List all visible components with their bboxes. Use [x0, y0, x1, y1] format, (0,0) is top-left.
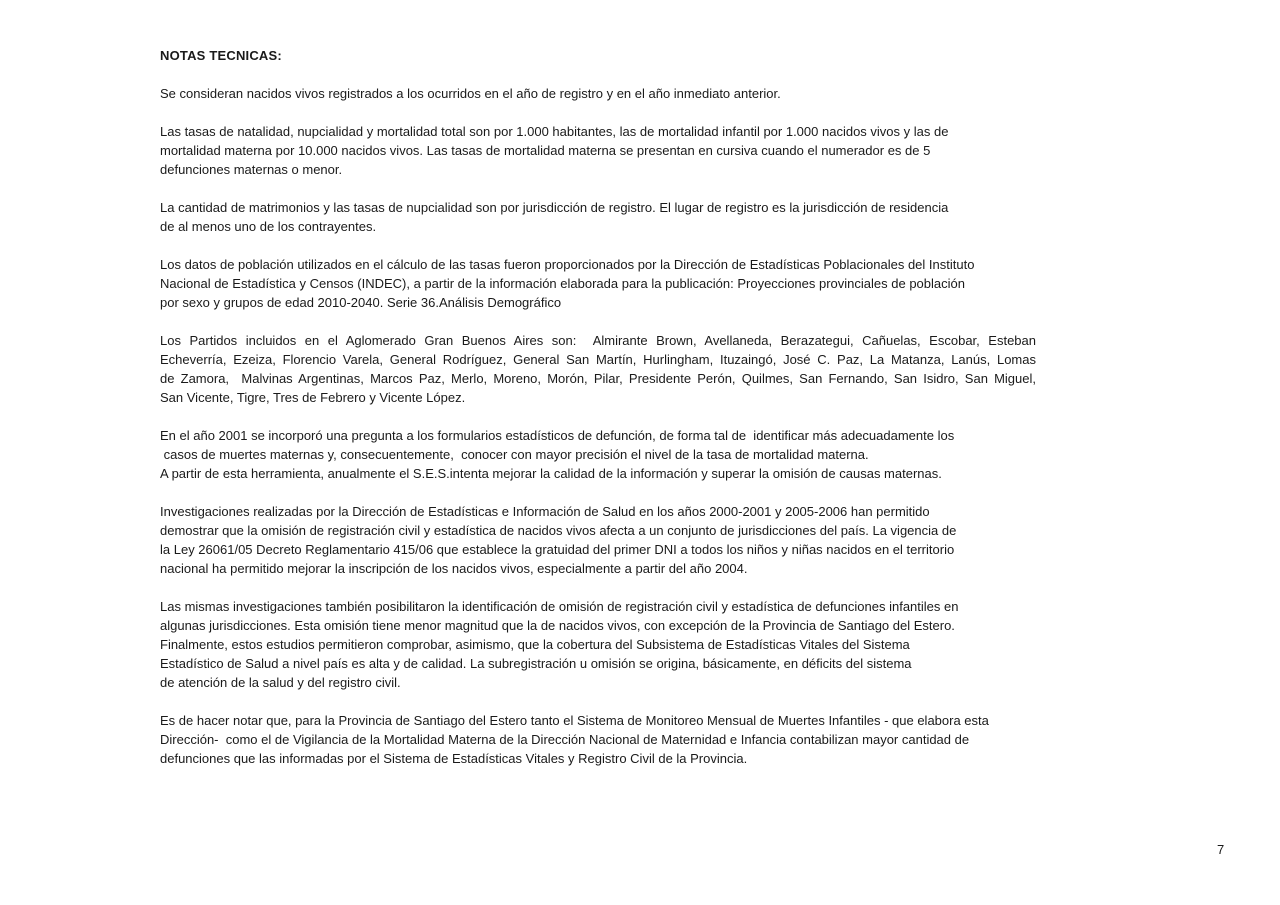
paragraph-line: de atención de la salud y del registro civil.	[160, 675, 401, 690]
page-title: NOTAS TECNICAS:	[160, 48, 282, 63]
paragraph-line: Nacional de Estadística y Censos (INDEC), a partir de la información elaborada para la publicación: Proyecciones provinciales de población	[160, 276, 965, 291]
paragraph-line: Finalmente, estos estudios permitieron comprobar, asimismo, que la cobertura del Subsistema de Estadísticas Vitales del Sistema	[160, 637, 910, 652]
paragraph	[160, 502, 1036, 578]
paragraph-line: Los Partidos incluidos en el Aglomerado Gran Buenos Aires son: Almirante Brown, Avellaneda, Berazategui, Cañuelas, Escobar, Esteban	[160, 333, 1036, 348]
paragraph-line: San Vicente, Tigre, Tres de Febrero y Vicente López.	[160, 390, 466, 405]
document-content	[160, 46, 1036, 768]
paragraph-line: En el año 2001 se incorporó una pregunta a los formularios estadísticos de defunción, de forma tal de identificar más adecuadamente los	[160, 428, 955, 443]
paragraph-line: A partir de esta herramienta, anualmente el S.E.S.intenta mejorar la calidad de la información y superar la omisión de causas maternas.	[160, 466, 942, 481]
paragraph-line: Es de hacer notar que, para la Provincia de Santiago del Estero tanto el Sistema de Monitoreo Mensual de Muertes Infantiles - que elabora esta	[160, 713, 989, 728]
paragraph-line: Echeverría, Ezeiza, Florencio Varela, General Rodríguez, General San Martín, Hurlingham, Ituzaingó, José C. Paz, La Matanza, Lanús, Lomas	[160, 352, 1036, 367]
paragraph-line: casos de muertes maternas y, consecuentemente, conocer con mayor precisión el nivel de la tasa de mortalidad materna.	[160, 447, 869, 462]
paragraph	[160, 255, 1036, 312]
paragraph-line: defunciones que las informadas por el Sistema de Estadísticas Vitales y Registro Civil de la Provincia.	[160, 751, 748, 766]
page-number: 7	[1217, 842, 1225, 857]
paragraph	[160, 122, 1036, 179]
paragraph-line: La cantidad de matrimonios y las tasas de nupcialidad son por jurisdicción de registro. El lugar de registro es la jurisdicción de residencia	[160, 200, 949, 215]
paragraph-line: Se consideran nacidos vivos registrados a los ocurridos en el año de registro y en el año inmediato anterior.	[160, 86, 781, 101]
paragraph	[160, 426, 1036, 483]
paragraph-line: Estadístico de Salud a nivel país es alta y de calidad. La subregistración u omisión se origina, básicamente, en déficits del sistema	[160, 656, 912, 671]
paragraph-line: Dirección- como el de Vigilancia de la Mortalidad Materna de la Dirección Nacional de Maternidad e Infancia contabilizan mayor cantidad de	[160, 732, 970, 747]
paragraph	[160, 711, 1036, 768]
document-body	[160, 84, 1036, 768]
paragraph-line: nacional ha permitido mejorar la inscripción de los nacidos vivos, especialmente a partir del año 2004.	[160, 561, 748, 576]
paragraph	[160, 198, 1036, 236]
paragraph-line: la Ley 26061/05 Decreto Reglamentario 415/06 que establece la gratuidad del primer DNI a todos los niños y niñas nacidos en el territorio	[160, 542, 955, 557]
paragraph-line: mortalidad materna por 10.000 nacidos vivos. Las tasas de mortalidad materna se presentan en cursiva cuando el numerador es de 5	[160, 143, 931, 158]
paragraph-line: Las tasas de natalidad, nupcialidad y mortalidad total son por 1.000 habitantes, las de mortalidad infantil por 1.000 nacidos vivos y las de	[160, 124, 949, 139]
paragraph-line: Las mismas investigaciones también posibilitaron la identificación de omisión de registración civil y estadística de defunciones infantiles en	[160, 599, 959, 614]
paragraph-line: demostrar que la omisión de registración civil y estadística de nacidos vivos afecta a un conjunto de jurisdicciones del país. La vigencia de	[160, 523, 957, 538]
paragraph-line: algunas jurisdicciones. Esta omisión tiene menor magnitud que la de nacidos vivos, con excepción de la Provincia de Santiago del Estero.	[160, 618, 955, 633]
paragraph-line: de Zamora, Malvinas Argentinas, Marcos Paz, Merlo, Moreno, Morón, Pilar, Presidente Perón, Quilmes, San Fernando, San Isidro, San Miguel,	[160, 371, 1036, 386]
paragraph-line: por sexo y grupos de edad 2010-2040. Serie 36.Análisis Demográfico	[160, 295, 562, 310]
paragraph	[160, 331, 1036, 407]
paragraph-line: Los datos de población utilizados en el cálculo de las tasas fueron proporcionados por la Dirección de Estadísticas Poblacionales del Instituto	[160, 257, 975, 272]
paragraph	[160, 84, 1036, 103]
paragraph	[160, 597, 1036, 692]
paragraph-line: Investigaciones realizadas por la Dirección de Estadísticas e Información de Salud en los años 2000-2001 y 2005-2006 han permitido	[160, 504, 930, 519]
paragraph-line: de al menos uno de los contrayentes.	[160, 219, 377, 234]
paragraph-line: defunciones maternas o menor.	[160, 162, 343, 177]
